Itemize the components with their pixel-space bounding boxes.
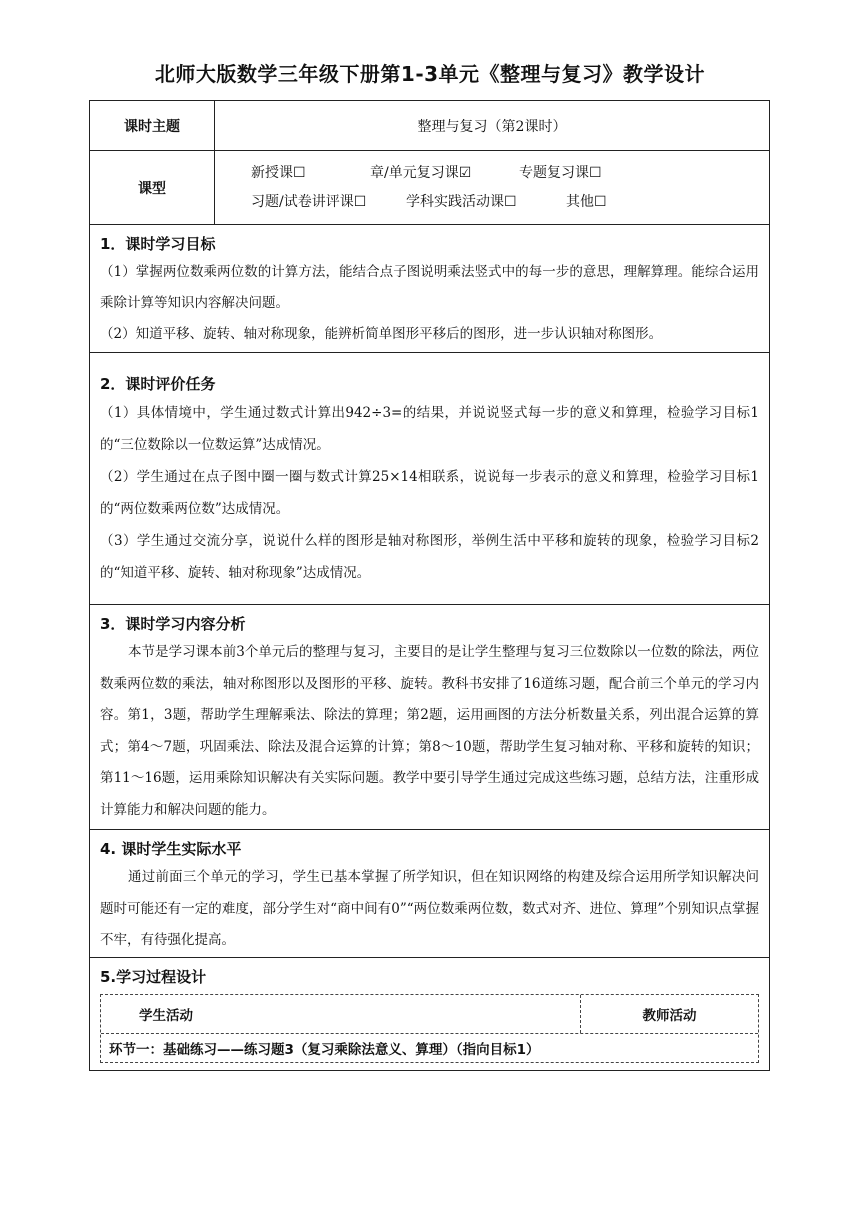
lesson-type-option[interactable]: 章/单元复习课☑ bbox=[370, 165, 472, 181]
lesson-type-option[interactable]: 习题/试卷讲评课☐ bbox=[251, 194, 367, 210]
evaluation-paragraph: （2）学生通过在点子图中圈一圈与数式计算25×14相联系，说说每一步表示的意义和算理，检验学习目标1的“两位数乘两位数”达成情况。 bbox=[100, 469, 759, 517]
lesson-type-label: 课型 bbox=[90, 151, 215, 224]
student-level-paragraph: 通过前面三个单元的学习，学生已基本掌握了所学知识，但在知识网络的构建及综合运用所学知识解决问题时可能还有一定的难度，部分学生对“商中间有0”“两位数乘两位数，数式对齐、进位、算理”个别知识点掌握不牢，有待强化提高。 bbox=[100, 869, 759, 948]
process-table-header bbox=[101, 995, 758, 1034]
section-process-design bbox=[90, 958, 769, 1070]
objective-paragraph: （2）知道平移、旋转、轴对称现象，能辨析简单图形平移后的图形，进一步认识轴对称图形。 bbox=[100, 326, 663, 342]
lesson-topic-label: 课时主题 bbox=[90, 101, 215, 150]
lesson-type-options bbox=[215, 151, 769, 224]
section-learning-objectives bbox=[90, 225, 769, 353]
lesson-plan-table bbox=[89, 100, 770, 1071]
lesson-type-option[interactable]: 其他☐ bbox=[566, 194, 607, 210]
teacher-activity-header: 教师活动 bbox=[642, 1008, 697, 1024]
section-content-analysis bbox=[90, 605, 769, 830]
section-heading: 5.学习过程设计 bbox=[100, 968, 207, 986]
evaluation-paragraph: （3）学生通过交流分享，说说什么样的图形是轴对称图形，举例生活中平移和旋转的现象，检验学习目标2的“知道平移、旋转、轴对称现象”达成情况。 bbox=[100, 533, 759, 581]
process-step-1: 环节一：基础练习——练习题3（复习乘除法意义、算理）（指向目标1） bbox=[109, 1042, 540, 1058]
section-heading: 4. 课时学生实际水平 bbox=[100, 840, 242, 858]
section-heading: 3．课时学习内容分析 bbox=[100, 615, 246, 633]
section-evaluation-tasks bbox=[90, 353, 769, 605]
process-table bbox=[100, 994, 759, 1063]
lesson-type-option[interactable]: 专题复习课☐ bbox=[519, 165, 602, 181]
lesson-type-option[interactable]: 学科实践活动课☐ bbox=[406, 194, 517, 210]
student-activity-header: 学生活动 bbox=[101, 995, 581, 1033]
section-heading: 1．课时学习目标 bbox=[100, 235, 216, 253]
evaluation-paragraph: （1）具体情境中，学生通过数式计算出942÷3=的结果，并说说竖式每一步的意义和算理，检验学习目标1的“三位数除以一位数运算”达成情况。 bbox=[100, 405, 759, 453]
lesson-topic-value: 整理与复习（第2课时） bbox=[417, 118, 567, 135]
content-analysis-paragraph: 本节是学习课本前3个单元后的整理与复习，主要目的是让学生整理与复习三位数除以一位数的除法，两位数乘两位数的乘法，轴对称图形以及图形的平移、旋转。教科书安排了16道练习题，配合前三个单元的学习内容。第1，3题，帮助学生理解乘法、除法的算理；第2题，运用画图的方法分析数量关系，列出混合运算的算式；第4～7题，巩固乘法、除法及混合运算的计算；第8～10题，帮助学生复习轴对称、平移和旋转的知识；第11～16题，运用乘除知识解决有关实际问题。教学中要引导学生通过完成这些练习题，总结方法，注重形成计算能力和解决问题的能力。 bbox=[100, 644, 759, 818]
lesson-topic-row bbox=[90, 101, 769, 151]
objective-paragraph: （1）掌握两位数乘两位数的计算方法，能结合点子图说明乘法竖式中的每一步的意思，理解算理。能综合运用乘除计算等知识内容解决问题。 bbox=[100, 264, 759, 311]
section-student-level bbox=[90, 830, 769, 958]
document-title: 北师大版数学三年级下册第1-3单元《整理与复习》教学设计 bbox=[154, 62, 706, 86]
lesson-type-option[interactable]: 新授课☐ bbox=[251, 165, 306, 181]
lesson-type-row bbox=[90, 151, 769, 225]
section-heading: 2．课时评价任务 bbox=[100, 375, 216, 393]
